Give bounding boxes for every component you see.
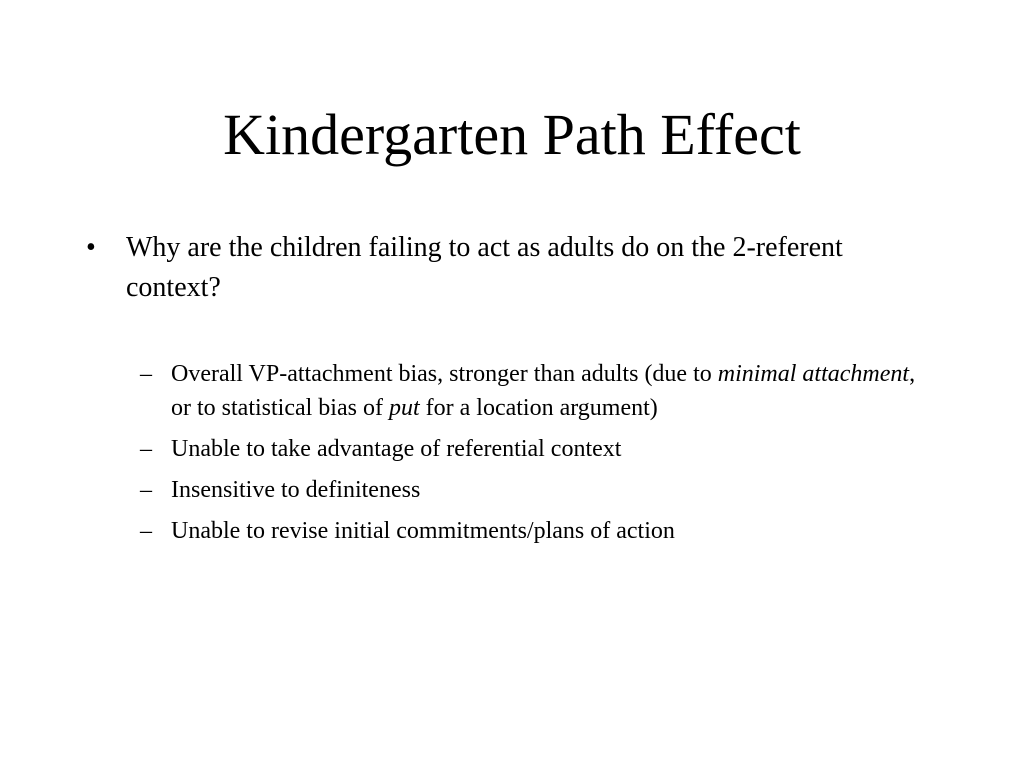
sub-bullet-emphasis: put <box>388 395 420 421</box>
bullet-list <box>86 228 936 308</box>
bullet-text: Why are the children failing to act as adults do on the 2-referent context? <box>126 232 843 303</box>
sub-bullet-text: Unable to revise initial commitments/plans of action <box>171 518 675 544</box>
dash-icon: – <box>140 477 152 503</box>
bullet-item <box>86 228 936 308</box>
sub-bullet-text: Insensitive to definiteness <box>171 477 421 503</box>
slide-title: Kindergarten Path Effect <box>223 102 801 167</box>
dash-icon: – <box>140 518 152 544</box>
sub-bullet-item <box>140 357 940 425</box>
sub-bullet-item <box>140 514 940 548</box>
dash-icon: – <box>140 361 152 387</box>
sub-bullet-text-part: , or to statistical bias of <box>171 361 916 421</box>
sub-bullet-emphasis: minimal attachment <box>717 361 910 387</box>
sub-bullet-list <box>140 357 940 555</box>
sub-bullet-text-part: for a location argument) <box>419 395 658 421</box>
sub-bullet-item <box>140 473 940 507</box>
bullet-icon: • <box>86 232 96 263</box>
sub-bullet-text: Unable to take advantage of referential context <box>171 436 622 462</box>
sub-bullet-item <box>140 432 940 466</box>
sub-bullet-text-part: Overall VP-attachment bias, stronger than adults (due to <box>171 361 718 387</box>
dash-icon: – <box>140 436 152 462</box>
